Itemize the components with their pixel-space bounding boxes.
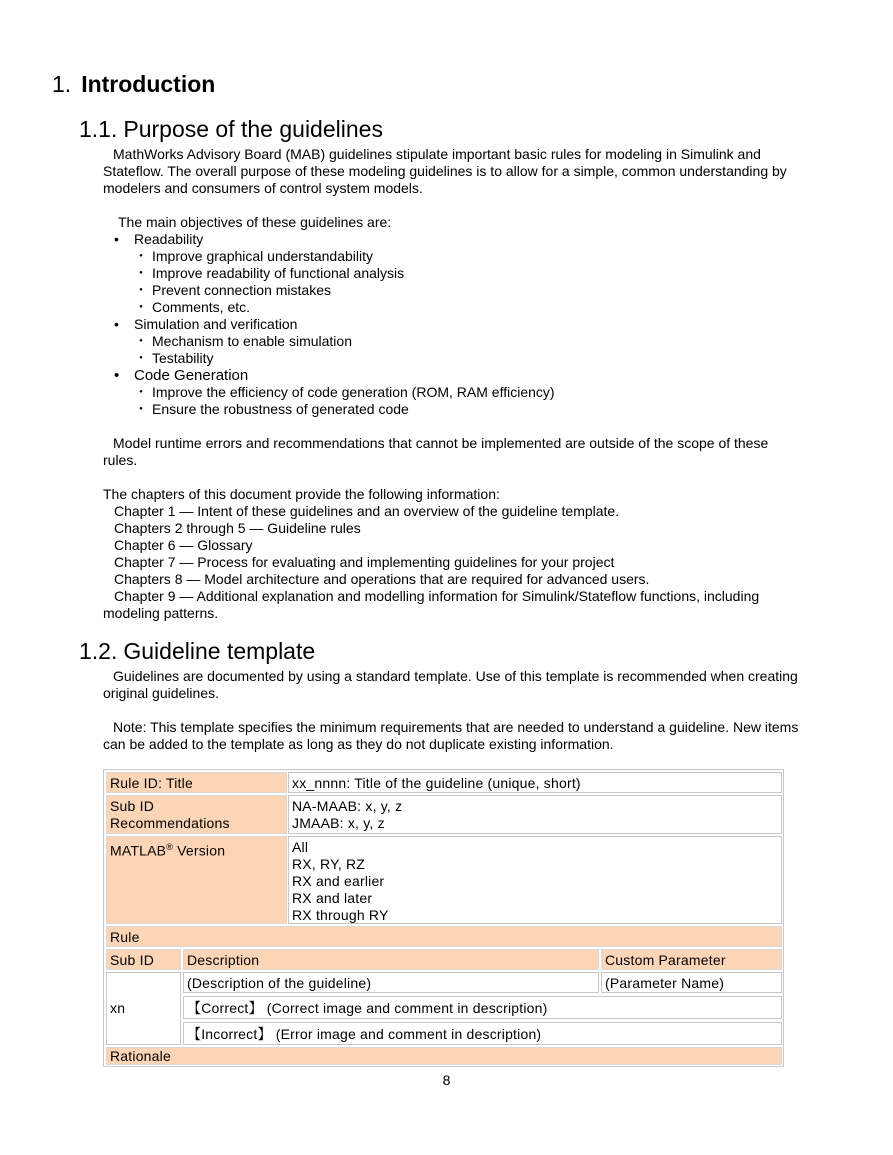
sub-bullet-icon: ・ bbox=[134, 248, 148, 264]
objective-subitem bbox=[103, 333, 803, 350]
bullet-icon: • bbox=[114, 367, 120, 384]
objective-subitem-text: Prevent connection mistakes bbox=[152, 282, 331, 298]
objective-subitem bbox=[103, 265, 803, 282]
matlab-version-value: RX and earlier bbox=[292, 873, 385, 889]
matlab-version-label-cell bbox=[106, 836, 287, 924]
template-body bbox=[103, 668, 803, 753]
sub-id-rec-value-cell bbox=[288, 795, 782, 834]
chapter-summary-item: Chapters 8 — Model architecture and operations that are required for advanced users. bbox=[114, 571, 650, 587]
section-title: Guideline template bbox=[123, 638, 316, 664]
chapter-summary-item: Chapter 1 — Intent of these guidelines and an overview of the guideline template. bbox=[114, 503, 620, 519]
objective-subitem bbox=[103, 401, 803, 418]
objectives-list bbox=[103, 231, 803, 418]
objective-subitem-text: Improve readability of functional analysis bbox=[152, 265, 405, 281]
matlab-version-value: RX and later bbox=[292, 890, 373, 906]
section-number: 1.2. bbox=[79, 638, 118, 664]
description-header-cell bbox=[183, 949, 599, 970]
purpose-intro: MathWorks Advisory Board (MAB) guidelines stipulate important basic rules for modeling in Simulink and Stateflow. The overall purpose of these modeling guidelines is to allow for a simple, common understanding by modelers and consumers of control system models. bbox=[103, 146, 787, 196]
sub-id-header-cell bbox=[106, 949, 181, 970]
rule-id-label: Rule ID: Title bbox=[110, 775, 193, 791]
sub-id-rec-label-1: Sub ID bbox=[110, 798, 154, 814]
sub-id-rec-value-2: JMAAB: x, y, z bbox=[292, 815, 385, 831]
objective-subitem bbox=[103, 299, 803, 316]
objective-item bbox=[103, 231, 803, 248]
objective-subitem-text: Testability bbox=[152, 350, 214, 366]
section-number: 1.1. bbox=[79, 116, 118, 142]
guideline-template-table bbox=[103, 769, 784, 1067]
description-header: Description bbox=[187, 952, 260, 968]
xn-cell bbox=[106, 972, 181, 1045]
sub-bullet-icon: ・ bbox=[134, 333, 148, 349]
objective-item bbox=[103, 367, 803, 384]
objective-subitem-text: Improve the efficiency of code generation (ROM, RAM efficiency) bbox=[152, 384, 555, 400]
sub-id-rec-value-1: NA-MAAB: x, y, z bbox=[292, 798, 403, 814]
sub-bullet-icon: ・ bbox=[134, 299, 148, 315]
custom-parameter-header-cell bbox=[601, 949, 782, 970]
sub-id-header: Sub ID bbox=[110, 952, 154, 968]
chapters-list bbox=[103, 503, 803, 622]
template-note: Note: This template specifies the minimum requirements that are needed to understand a guideline. New items can be added to the template as long as they do not duplicate existing information. bbox=[103, 719, 799, 752]
objective-item bbox=[103, 316, 803, 333]
rule-label-cell bbox=[106, 926, 782, 947]
section-heading-template bbox=[79, 637, 315, 665]
custom-parameter-header: Custom Parameter bbox=[605, 952, 726, 968]
section-title: Purpose of the guidelines bbox=[123, 116, 383, 142]
matlab-version-value: RX through RY bbox=[292, 907, 389, 923]
chapter-summary-item: Chapter 6 — Glossary bbox=[114, 537, 253, 553]
rule-label: Rule bbox=[110, 929, 140, 945]
rule-id-value: xx_nnnn: Title of the guideline (unique, short) bbox=[292, 775, 581, 791]
correct-example: 【Correct】 (Correct image and comment in description) bbox=[187, 1000, 548, 1016]
objective-subitem bbox=[103, 282, 803, 299]
section-heading-purpose bbox=[79, 115, 383, 143]
sub-bullet-icon: ・ bbox=[134, 265, 148, 281]
objective-label: Readability bbox=[134, 231, 204, 247]
objective-subitem-text: Mechanism to enable simulation bbox=[152, 333, 352, 349]
bullet-icon: • bbox=[114, 316, 119, 332]
objective-label: Code Generation bbox=[134, 367, 249, 384]
template-intro: Guidelines are documented by using a standard template. Use of this template is recommended when creating original guidelines. bbox=[103, 668, 798, 701]
bullet-icon: • bbox=[114, 231, 119, 247]
objectives-lead: The main objectives of these guidelines are: bbox=[118, 214, 392, 230]
parameter-value-cell bbox=[601, 972, 782, 993]
incorrect-example-cell bbox=[183, 1022, 782, 1045]
sub-id-xn: xn bbox=[110, 1000, 126, 1016]
chapter-number: 1. bbox=[52, 71, 72, 97]
chapter-title: Introduction bbox=[81, 71, 216, 97]
objective-subitem bbox=[103, 350, 803, 367]
objective-subitem bbox=[103, 384, 803, 401]
purpose-body bbox=[103, 146, 803, 622]
correct-example-cell bbox=[183, 996, 782, 1019]
description-value: (Description of the guideline) bbox=[187, 975, 372, 991]
description-value-cell bbox=[183, 972, 599, 993]
incorrect-example: 【Incorrect】 (Error image and comment in description) bbox=[187, 1026, 542, 1042]
sub-id-rec-label-cell bbox=[106, 795, 287, 834]
matlab-version-value-cell bbox=[288, 836, 782, 924]
rationale-label-cell bbox=[106, 1047, 782, 1065]
sub-bullet-icon: ・ bbox=[134, 350, 148, 366]
objective-label: Simulation and verification bbox=[134, 316, 298, 332]
matlab-version-value: RX, RY, RZ bbox=[292, 856, 366, 872]
objective-subitem-text: Comments, etc. bbox=[152, 299, 251, 315]
chapter-summary-item: Chapter 9 — Additional explanation and modelling information for Simulink/Stateflow functions, including modeling patterns. bbox=[103, 588, 760, 621]
matlab-version-value: All bbox=[292, 839, 309, 855]
parameter-value: (Parameter Name) bbox=[605, 975, 725, 991]
matlab-label-suffix: Version bbox=[173, 842, 226, 859]
sub-bullet-icon: ・ bbox=[134, 384, 148, 400]
page-number: 8 bbox=[442, 1072, 451, 1088]
chapter-summary-item: Chapters 2 through 5 — Guideline rules bbox=[114, 520, 361, 536]
objective-subitem bbox=[103, 248, 803, 265]
sub-bullet-icon: ・ bbox=[134, 282, 148, 298]
rule-id-value-cell bbox=[288, 772, 782, 793]
chapter-summary-item: Chapter 7 — Process for evaluating and implementing guidelines for your project bbox=[114, 554, 615, 570]
chapters-lead: The chapters of this document provide the following information: bbox=[103, 486, 500, 502]
matlab-label: MATLAB bbox=[110, 842, 167, 859]
chapter-heading bbox=[52, 70, 215, 98]
objective-subitem-text: Improve graphical understandability bbox=[152, 248, 374, 264]
sub-bullet-icon: ・ bbox=[134, 401, 148, 417]
sub-id-rec-label-2: Recommendations bbox=[110, 815, 230, 831]
scope-paragraph: Model runtime errors and recommendations that cannot be implemented are outside of the scope of these rules. bbox=[103, 435, 769, 468]
registered-mark: ® bbox=[166, 842, 174, 852]
rationale-label: Rationale bbox=[110, 1048, 171, 1064]
objective-subitem-text: Ensure the robustness of generated code bbox=[152, 401, 409, 417]
rule-id-label-cell bbox=[106, 772, 287, 793]
